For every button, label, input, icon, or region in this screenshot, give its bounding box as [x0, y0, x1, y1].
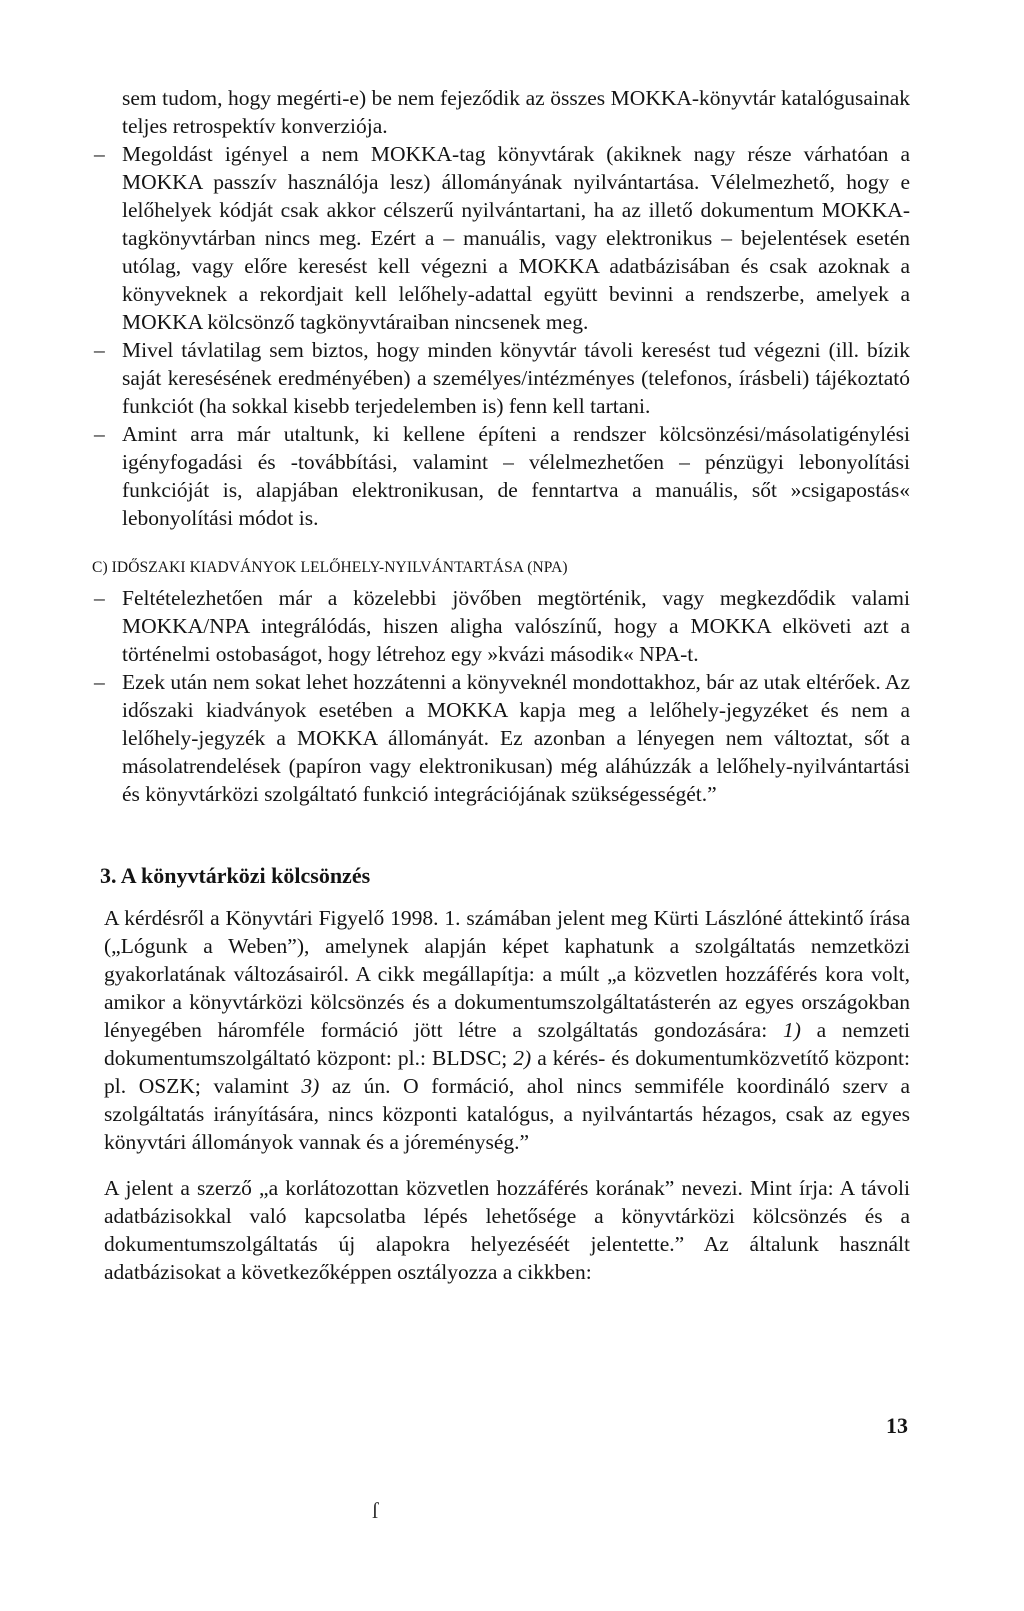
dash-marker: – [94, 586, 105, 610]
list-item [92, 336, 910, 420]
list-item-text: Megoldást igényel a nem MOKKA-tag könyvtárak (akiknek nagy része várhatóan a MOKKA passzív használója lesz) állományának nyilvántartása. Vélelmezhető, hogy e lelőhelyek kódját csak akkor célszerű nyilvántartani, ha az illető dokumentum MOKKA-tagkönyvtárban nincs meg. Ezért a – manuális, vagy elektronikus – bejelentések esetén utólag, vagy előre keresést kell végezni a MOKKA adatbázisában és csak azoknak a könyveknek a rekordjait kell lelőhely-adattal együtt bevinni a rendszerbe, amelyek a MOKKA kölcsönző tagkönyvtáraiban nincsenek meg. [122, 142, 910, 334]
enum-marker: 3) [301, 1074, 320, 1098]
stray-mark: ſ [372, 1498, 379, 1523]
section-heading [100, 862, 910, 890]
page-number: 13 [886, 1413, 908, 1438]
dash-marker: – [94, 670, 105, 694]
enum-marker: 1) [782, 1018, 801, 1042]
subsection-heading: C) IDŐSZAKI KIADVÁNYOK LELŐHELY-NYILVÁNTARTÁSA (NPA) [92, 559, 568, 576]
list-item [92, 140, 910, 336]
list-item [92, 420, 910, 532]
list-item-text: Mivel távlatilag sem biztos, hogy minden könyvtár távoli keresést tud végezni (ill. bízik saját keresésének eredményében) a személyes/intézményes (telefonos, írásbeli) tájékoztató funkciót (ha sokkal kisebb terjedelemben is) fenn kell tartani. [122, 338, 910, 418]
paragraph-text: az ún. O formáció, ahol nincs semmiféle koordináló szerv a szolgáltatás irányítására, nincs központi katalógus, a nyilvántartás hézagos, csak az egyes könyvtári állományok vannak és a jóreménység.” [104, 1074, 910, 1154]
dash-marker: – [94, 338, 105, 362]
list-item-text: Feltételezhetően már a közelebbi jövőben megtörténik, vagy megkezdődik valami MOKKA/NPA integrálódás, hiszen aligha valószínű, hogy a MOKKA elköveti azt a történelmi ostobaságot, hogy létrehoz egy »kvázi második« NPA-t. [122, 586, 910, 666]
paragraph-text: A kérdésről a Könyvtári Figyelő 1998. 1. számában jelent meg Kürti Lászlóné áttekintő írása („Lógunk a Weben”), amelynek alapján képet kaphatunk a szolgáltatás nemzetközi gyakorlatának változásairól. A cikk megállapítja: a múlt „a közvetlen hozzáférés kora volt, amikor a könyvtárközi kölcsönzés és a dokumentumszolgáltatásterén az egyes országokban lényegében háromféle formáció jött létre a szolgáltatás gondozására: [104, 906, 910, 1042]
paragraph-text: a nemzeti dokumentumszolgáltató központ: pl.: BLDSC; [104, 1018, 911, 1070]
list-item [92, 668, 910, 808]
body-paragraph: A jelent a szerző „a korlátozottan közvetlen hozzáférés korának” nevezi. Mint írja: A távoli adatbázisokkal való kapcsolatba lépés lehetősége a könyvtárközi kölcsönzés és a dokumentumszolgáltatás új alapokra helyezéséét jelentette.” Az általunk használt adatbázisokat a következőképpen osztályozza a cikkben: [104, 1176, 910, 1284]
list-item [92, 584, 910, 668]
dash-marker: – [94, 142, 105, 166]
paragraph-text: a kérés- és dokumentumközvetítő központ: pl. OSZK; valamint [104, 1046, 910, 1098]
list-item-text: Ezek után nem sokat lehet hozzátenni a könyveknél mondottakhoz, bár az utak eltérőek. Az időszaki kiadványok esetében a MOKKA kapja meg a lelőhely-jegyzéket és nem a lelőhely-jegyzék a MOKKA állományát. Ez azonban a lényegen nem változtat, sőt a másolatrendelések (papíron vagy elektronikusan) még aláhúzzák a lelőhely-nyilvántartási és könyvtárközi szolgáltató funkció integrációjának szükségességét.” [122, 670, 910, 806]
body-paragraph [104, 904, 910, 1156]
npa-list [92, 584, 910, 808]
section-title: A könyvtárközi kölcsönzés [120, 863, 371, 888]
list-item-text: Amint arra már utaltunk, ki kellene építeni a rendszer kölcsönzési/másolatigénylési igényfogadási és -továbbítási, valamint – vélelmezhetően – pénzügyi lebonyolítási funkcióját is, alapjában elektronikusan, de fenntartva a manuális, sőt »csigapostás« lebonyolítási módot is. [122, 422, 910, 530]
page-content [92, 84, 910, 1286]
enum-marker: 2) [513, 1046, 532, 1070]
section-number: 3. [100, 863, 117, 888]
mokka-requirements-list [92, 140, 910, 532]
dash-marker: – [94, 422, 105, 446]
continuation-text: sem tudom, hogy megérti-e) be nem fejeződik az összes MOKKA-könyvtár katalógusainak teljes retrospektív konverziója. [122, 86, 910, 138]
